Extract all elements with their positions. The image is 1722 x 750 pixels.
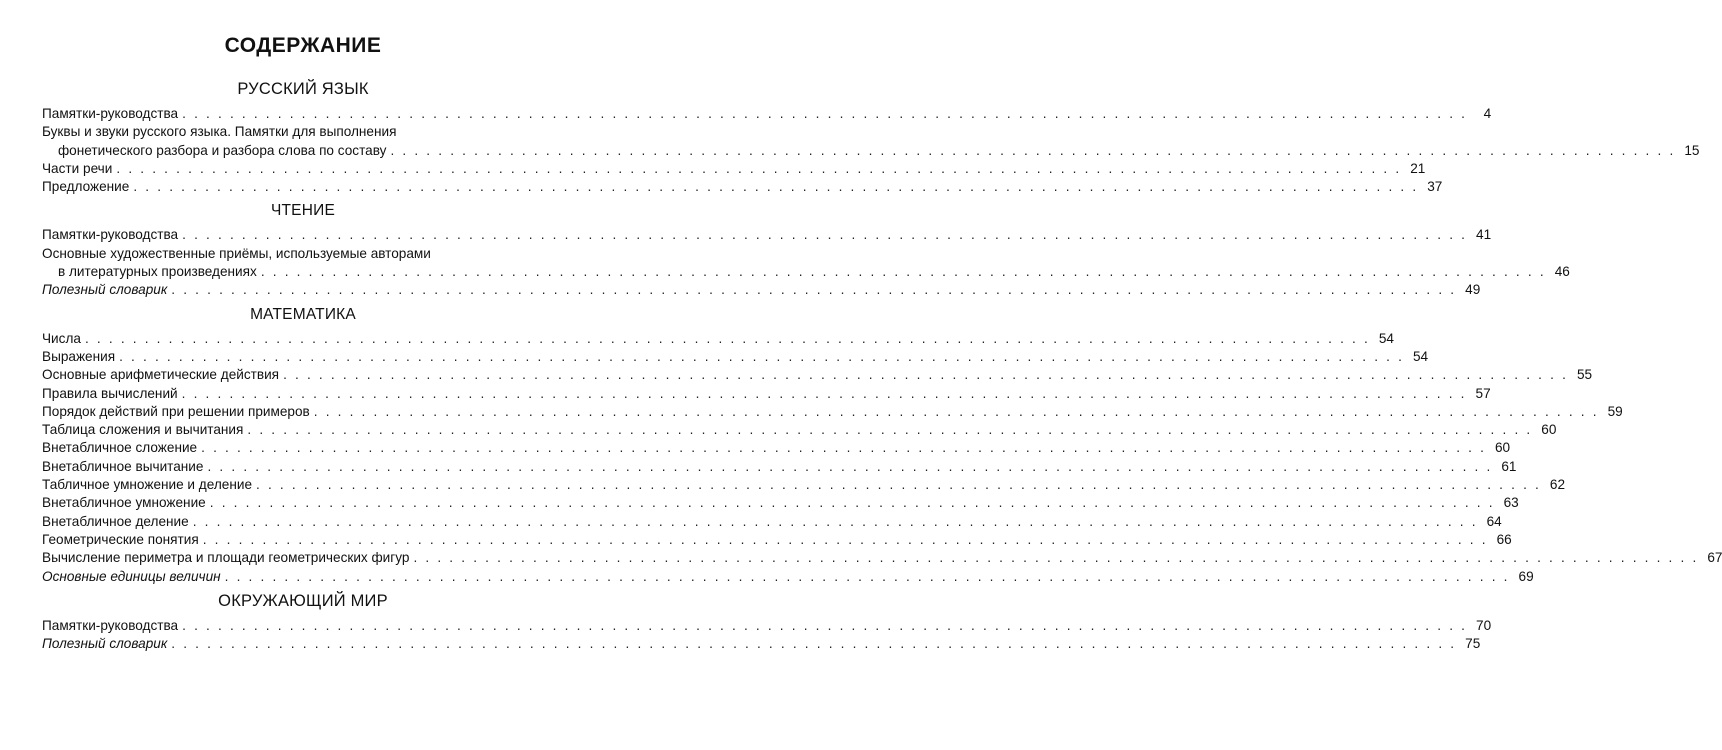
entry-page: 66 (1496, 531, 1512, 547)
entry-page: 49 (1465, 282, 1481, 298)
entry-text: Табличное умножение и деление (42, 477, 252, 493)
entry-page: 60 (1495, 440, 1511, 456)
dot-leader: . . . . . . . . . . . . . . . . . . . . . . . . . . . . . . . . . . . . . . . . . . . . . . . . . . . . . . . . . . . . . . . . . . . . . . . . . . . . . . . . . . . . . . . . . . . . . . . . . . . . . . . . . . . . (256, 477, 1542, 493)
toc-entry[interactable] (42, 421, 1557, 439)
entry-page: 63 (1503, 495, 1519, 511)
toc-entry[interactable] (42, 178, 1443, 196)
toc-entry[interactable] (42, 549, 1722, 567)
dot-leader: . . . . . . . . . . . . . . . . . . . . . . . . . . . . . . . . . . . . . . . . . . . . . . . . . . . . . . . . . . . . . . . . . . . . . . . . . . . . . . . . . . . . . . . . . . . . . . . . . . . . . . . . . . . . (171, 282, 1457, 298)
entry-text: Основные арифметические действия (42, 367, 280, 383)
entry-text: Вычисление периметра и площади геометрических фигур (42, 550, 410, 566)
entry-page: 69 (1518, 568, 1534, 584)
toc-entry[interactable] (42, 476, 1566, 494)
dot-leader: . . . . . . . . . . . . . . . . . . . . . . . . . . . . . . . . . . . . . . . . . . . . . . . . . . . . . . . . . . . . . . . . . . . . . . . . . . . . . . . . . . . . . . . . . . . . . . . . . . . . . . . . . . . . (201, 440, 1487, 456)
dot-leader: . . . . . . . . . . . . . . . . . . . . . . . . . . . . . . . . . . . . . . . . . . . . . . . . . . . . . . . . . . . . . . . . . . . . . . . . . . . . . . . . . . . . . . . . . . . . . . . . . . . . . . . . . . . . (313, 403, 1599, 419)
toc-entry[interactable] (42, 617, 1492, 635)
entry-page: 64 (1486, 513, 1502, 529)
page-title: СОДЕРЖАНИЕ (224, 34, 382, 57)
section-title: ОКРУЖАЮЩИЙ МИР (218, 591, 388, 610)
entry-page: 67 (1707, 550, 1722, 566)
entry-text: Памятки-руководства (42, 617, 179, 633)
entry-text: в литературных произведениях (58, 264, 257, 280)
toc-entry[interactable] (42, 494, 1519, 512)
entry-page: 46 (1554, 264, 1570, 280)
dot-leader: . . . . . . . . . . . . . . . . . . . . . . . . . . . . . . . . . . . . . . . . . . . . . . . . . . . . . . . . . . . . . . . . . . . . . . . . . . . . . . . . . . . . . . . . . . . . . . . . . . . . . . . . . . . . (171, 636, 1457, 652)
dot-leader: . . . . . . . . . . . . . . . . . . . . . . . . . . . . . . . . . . . . . . . . . . . . . . . . . . . . . . . . . . . . . . . . . . . . . . . . . . . . . . . . . . . . . . . . . . . . . . . . . . . . . . . . . . . . (182, 617, 1468, 633)
entry-text: Памятки-руководства (42, 227, 179, 243)
toc-entry[interactable] (42, 531, 1512, 549)
dot-leader: . . . . . . . . . . . . . . . . . . . . . . . . . . . . . . . . . . . . . . . . . . . . . . . . . . . . . . . . . . . . . . . . . . . . . . . . . . . . . . . . . . . . . . . . . . . . . . . . . . . . . . . . . . . . (119, 348, 1405, 364)
entry-text: Части речи (42, 160, 113, 176)
dot-leader: . . . . . . . . . . . . . . . . . . . . . . . . . . . . . . . . . . . . . . . . . . . . . . . . . . . . . . . . . . . . . . . . . . . . . . . . . . . . . . . . . . . . . . . . . . . . . . . . . . . . . . . . . . . . (413, 550, 1699, 566)
entry-text: Основные единицы величин (42, 568, 221, 584)
entry-text: Предложение (42, 179, 130, 195)
entry-text: Таблица сложения и вычитания (42, 422, 244, 438)
toc-entry[interactable] (42, 439, 1511, 457)
toc-entry[interactable] (42, 366, 1593, 384)
entry-page: 62 (1549, 477, 1566, 493)
entry-text: Внетабличное сложение (42, 440, 198, 456)
entry-page: 70 (1476, 617, 1492, 633)
toc-entry[interactable] (42, 513, 1502, 531)
toc-entry-multiline[interactable] (42, 245, 1570, 282)
entry-page: 37 (1427, 179, 1443, 195)
entry-text: Правила вычислений (42, 385, 178, 401)
toc-entry[interactable] (42, 330, 1394, 348)
entry-text: Внетабличное вычитание (42, 458, 204, 474)
entry-page: 57 (1475, 385, 1491, 401)
section-russian (42, 80, 1700, 196)
entry-page: 4 (1483, 106, 1492, 121)
section-title: МАТЕМАТИКА (250, 305, 356, 323)
dot-leader: . . . . . . . . . . . . . . . . . . . . . . . . . . . . . . . . . . . . . . . . . . . . . . . . . . . . . . . . . . . . . . . . . . . . . . . . . . . . . . . . . . . . . . . . . . . . . . . . . . . . . . . . . . . . (390, 142, 1676, 158)
entry-text: Выражения (42, 348, 116, 364)
entry-text-line1: Основные художественные приёмы, используемые авторами (42, 245, 431, 261)
entry-page: 61 (1501, 458, 1517, 474)
toc-entry[interactable] (42, 458, 1517, 476)
toc-entry[interactable] (42, 348, 1429, 366)
dot-leader: . . . . . . . . . . . . . . . . . . . . . . . . . . . . . . . . . . . . . . . . . . . . . . . . . . . . . . . . . . . . . . . . . . . . . . . . . . . . . . . . . . . . . . . . . . . . . . . . . . . . . . . . . . . . (182, 227, 1468, 243)
entry-text: фонетического разбора и разбора слова по составу (58, 142, 387, 158)
toc-entry[interactable] (42, 281, 1481, 299)
toc-entry[interactable] (42, 160, 1426, 178)
section-title: РУССКИЙ ЯЗЫК (237, 80, 369, 98)
toc-entry[interactable] (42, 226, 1492, 244)
dot-leader: . . . . . . . . . . . . . . . . . . . . . . . . . . . . . . . . . . . . . . . . . . . . . . . . . . . . . . . . . . . . . . . . . . . . . . . . . . . . . . . . . . . . . . . . . . . . . . . . . . . . . . . . . . . . (209, 495, 1495, 511)
toc-entry[interactable] (42, 105, 1492, 123)
dot-leader: . . . . . . . . . . . . . . . . . . . . . . . . . . . . . . . . . . . . . . . . . . . . . . . . . . . . . . . . . . . . . . . . . . . . . . . . . . . . . . . . . . . . . . . . . . . . . . . . . . . . . . . . . . . . (283, 367, 1569, 383)
entry-text: Числа (42, 330, 81, 346)
entry-page: 54 (1412, 348, 1429, 364)
dot-leader: . . . . . . . . . . . . . . . . . . . . . . . . . . . . . . . . . . . . . . . . . . . . . . . . . . . . . . . . . . . . . . . . . . . . . . . . . . . . . . . . . . . . . . . . . . . . . . . . . . . . . . . . . . . . (116, 160, 1402, 176)
section-math (42, 305, 1722, 586)
entry-page: 60 (1541, 422, 1557, 438)
entry-page: 55 (1576, 367, 1593, 383)
section-reading (42, 202, 1570, 299)
dot-leader: . . . . . . . . . . . . . . . . . . . . . . . . . . . . . . . . . . . . . . . . . . . . . . . . . . . . . . . . . . . . . . . . . . . . . . . . . . . . . . . . . . . . . . . . . . . . . . . . . . . . . . . . . . . . (260, 264, 1546, 280)
entry-page: 21 (1410, 160, 1426, 176)
toc-entry-multiline[interactable] (42, 123, 1700, 160)
toc-entry[interactable] (42, 635, 1481, 653)
section-world (42, 591, 1492, 654)
dot-leader: . . . . . . . . . . . . . . . . . . . . . . . . . . . . . . . . . . . . . . . . . . . . . . . . . . . . . . . . . . . . . . . . . . . . . . . . . . . . . . . . . . . . . . . . . . . . . . . . . . . . . . . . . . . . (247, 422, 1533, 438)
toc-entry[interactable] (42, 568, 1534, 586)
dot-leader: . . . . . . . . . . . . . . . . . . . . . . . . . . . . . . . . . . . . . . . . . . . . . . . . . . . . . . . . . . . . . . . . . . . . . . . . . . . . . . . . . . . . . . . . . . . . . . . . . . . . . . . . . . . . (192, 513, 1478, 529)
entry-page: 54 (1378, 330, 1394, 346)
entry-text: Внетабличное деление (42, 513, 189, 529)
dot-leader: . . . . . . . . . . . . . . . . . . . . . . . . . . . . . . . . . . . . . . . . . . . . . . . . . . . . . . . . . . . . . . . . . . . . . . . . . . . . . . . . . . . . . . . . . . . . . . . . . . . . . . . . . . . . (202, 531, 1488, 547)
dot-leader: . . . . . . . . . . . . . . . . . . . . . . . . . . . . . . . . . . . . . . . . . . . . . . . . . . . . . . . . . . . . . . . . . . . . . . . . . . . . . . . . . . . . . . . . . . . . . . . . . . . . . . . . . . . . (133, 179, 1419, 195)
entry-page: 75 (1465, 636, 1481, 652)
entry-page: 15 (1684, 142, 1700, 158)
entry-page: 59 (1607, 403, 1623, 419)
section-title: ЧТЕНИЕ (270, 202, 335, 220)
entry-text: Полезный словарик (42, 282, 168, 298)
entry-page: 41 (1476, 227, 1492, 243)
entry-text-line1: Буквы и звуки русского языка. Памятки для выполнения (42, 124, 397, 140)
toc-entry[interactable] (42, 385, 1491, 403)
dot-leader: . . . . . . . . . . . . . . . . . . . . . . . . . . . . . . . . . . . . . . . . . . . . . . . . . . . . . . . . . . . . . . . . . . . . . . . . . . . . . . . . . . . . . . . . . . . . . . . . . . . . . . . . . . . . (207, 458, 1493, 474)
entry-text: Порядок действий при решении примеров (42, 403, 310, 419)
entry-text: Полезный словарик (42, 636, 168, 652)
dot-leader: . . . . . . . . . . . . . . . . . . . . . . . . . . . . . . . . . . . . . . . . . . . . . . . . . . . . . . . . . . . . . . . . . . . . . . . . . . . . . . . . . . . . . . . . . . . . . . . . . . . . . . . . . . . . (84, 330, 1370, 346)
toc-entry[interactable] (42, 403, 1623, 421)
entry-text: Памятки-руководства (42, 106, 179, 121)
entry-text: Внетабличное умножение (42, 495, 206, 511)
entry-text: Геометрические понятия (42, 531, 199, 547)
dot-leader: . . . . . . . . . . . . . . . . . . . . . . . . . . . . . . . . . . . . . . . . . . . . . . . . . . . . . . . . . . . . . . . . . . . . . . . . . . . . . . . . . . . . . . . . . . . . . . . . . . . . . . . . . . . . (181, 385, 1467, 401)
dot-leader: . . . . . . . . . . . . . . . . . . . . . . . . . . . . . . . . . . . . . . . . . . . . . . . . . . . . . . . . . . . . . . . . . . . . . . . . . . . . . . . . . . . . . . . . . . . . . . . . . . . . . . . . . . . . (182, 106, 1468, 121)
dot-leader: . . . . . . . . . . . . . . . . . . . . . . . . . . . . . . . . . . . . . . . . . . . . . . . . . . . . . . . . . . . . . . . . . . . . . . . . . . . . . . . . . . . . . . . . . . . . . . . . . . . . . . . . . . . . (224, 568, 1510, 584)
